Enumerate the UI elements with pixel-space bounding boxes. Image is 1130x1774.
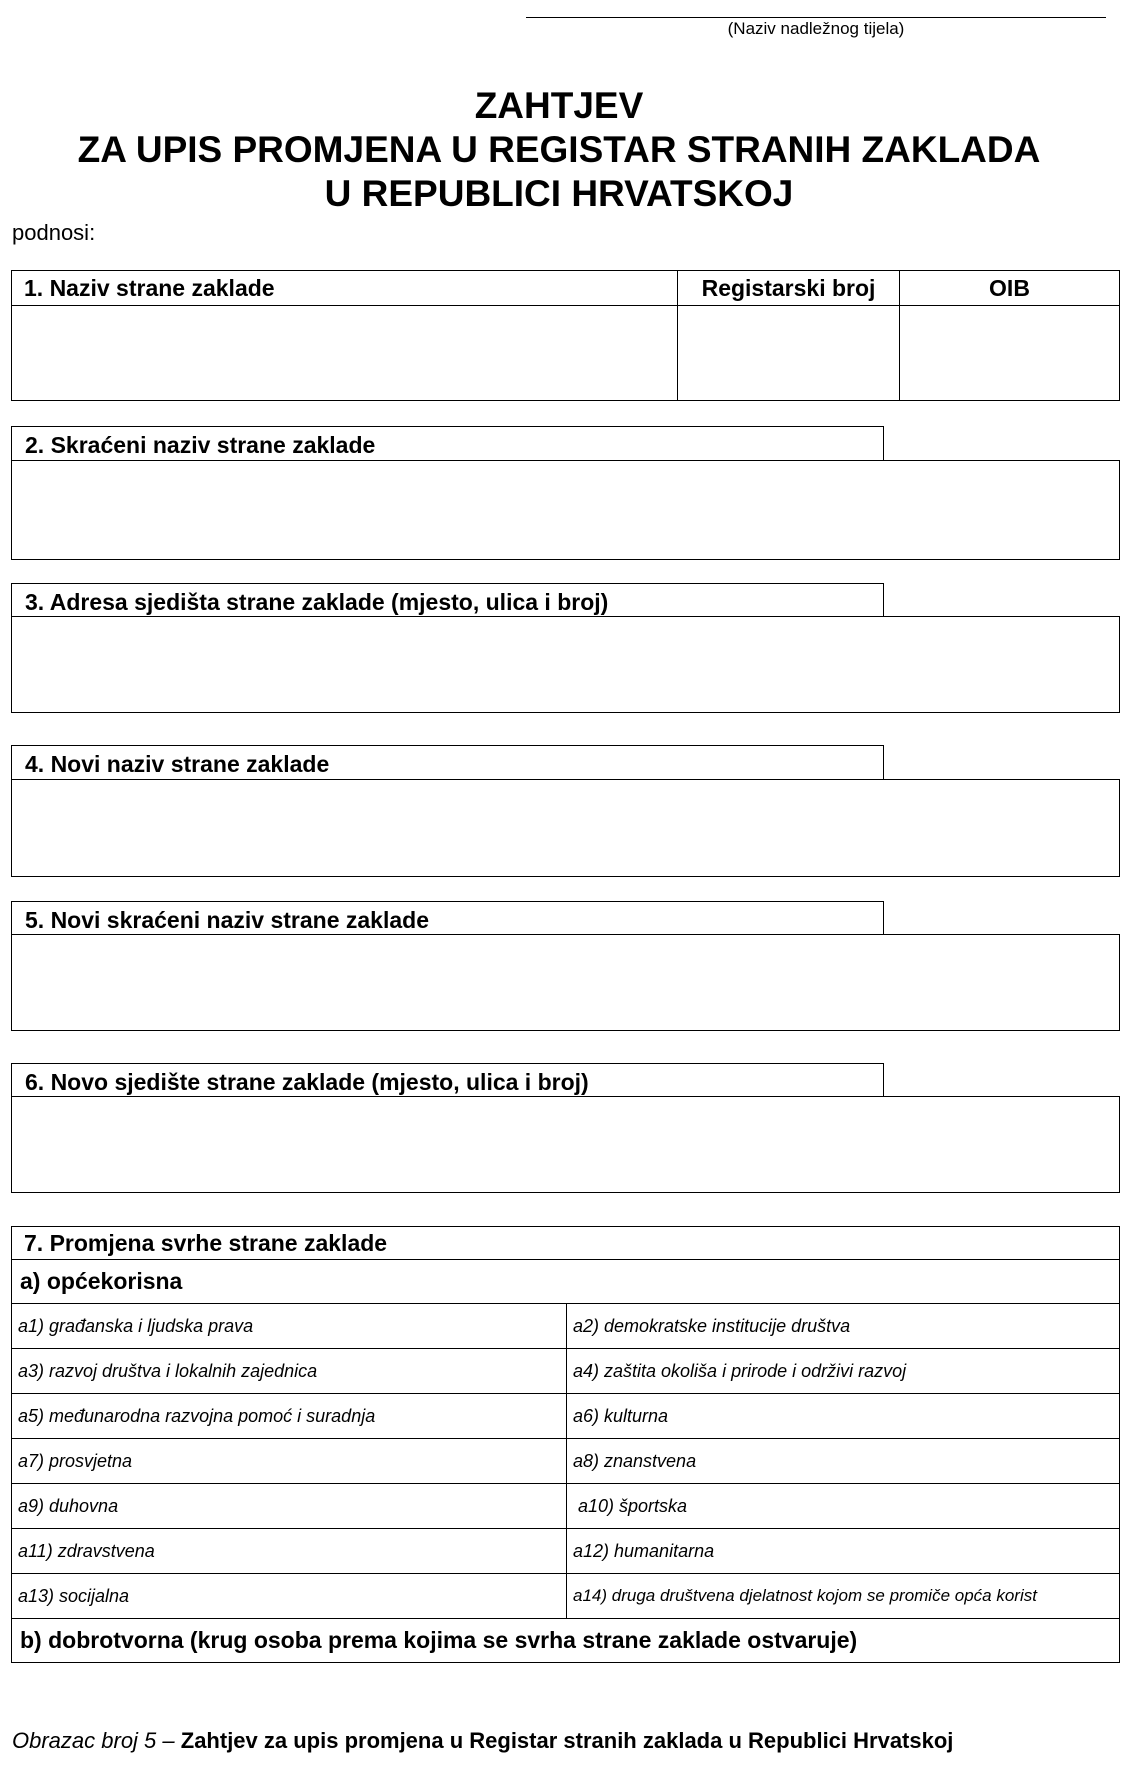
purpose-option-a9[interactable]: a9) duhovna xyxy=(12,1484,567,1529)
foundation-name-field[interactable] xyxy=(12,306,678,401)
authority-name-line[interactable] xyxy=(526,17,1106,18)
form-footer xyxy=(12,1728,953,1754)
section-1-table xyxy=(11,270,1120,401)
purpose-option-a4[interactable]: a4) zaštita okoliša i prirode i održivi razvoj xyxy=(567,1349,1120,1394)
purpose-option-a5[interactable]: a5) međunarodna razvojna pomoć i suradnja xyxy=(12,1394,567,1439)
new-short-name-field[interactable] xyxy=(11,934,1120,1031)
oib-header: OIB xyxy=(900,271,1120,306)
title-line-1: ZAHTJEV xyxy=(474,85,644,126)
new-name-label: 4. Novi naziv strane zaklade xyxy=(11,745,884,779)
purpose-option-a13[interactable]: a13) socijalna xyxy=(12,1574,567,1619)
purpose-option-a10[interactable]: a10) športska xyxy=(567,1484,1120,1529)
purpose-option-a3[interactable]: a3) razvoj društva i lokalnih zajednica xyxy=(12,1349,567,1394)
submitter-label: podnosi: xyxy=(12,220,96,245)
new-short-name-label: 5. Novi skraćeni naziv strane zaklade xyxy=(11,901,884,935)
title-line-2: ZA UPIS PROMJENA U REGISTAR STRANIH ZAKLADA xyxy=(77,129,1041,170)
purpose-header: 7. Promjena svrhe strane zaklade xyxy=(12,1227,1120,1260)
new-seat-label: 6. Novo sjedište strane zaklade (mjesto, ulica i broj) xyxy=(11,1063,884,1097)
new-seat-field[interactable] xyxy=(11,1096,1120,1193)
address-field[interactable] xyxy=(11,616,1120,713)
purpose-option-a14[interactable]: a14) druga društvena djelatnost kojom se promiče opća korist xyxy=(567,1574,1120,1619)
authority-caption: (Naziv nadležnog tijela) xyxy=(727,19,905,38)
address-label: 3. Adresa sjedišta strane zaklade (mjesto, ulica i broj) xyxy=(11,583,884,617)
purpose-option-a12[interactable]: a12) humanitarna xyxy=(567,1529,1120,1574)
purpose-option-a7[interactable]: a7) prosvjetna xyxy=(12,1439,567,1484)
form-title: Zahtjev za upis promjena u Registar stranih zaklada u Republici Hrvatskoj xyxy=(180,1728,954,1753)
registration-number-header: Registarski broj xyxy=(678,271,900,306)
purpose-option-a2[interactable]: a2) demokratske institucije društva xyxy=(567,1304,1120,1349)
general-benefit-label: a) općekorisna xyxy=(12,1260,1120,1304)
purpose-option-a6[interactable]: a6) kulturna xyxy=(567,1394,1120,1439)
short-name-label: 2. Skraćeni naziv strane zaklade xyxy=(11,426,884,460)
title-line-3: U REPUBLICI HRVATSKOJ xyxy=(324,173,794,214)
oib-field[interactable] xyxy=(900,306,1120,401)
purpose-option-a1[interactable]: a1) građanska i ljudska prava xyxy=(12,1304,567,1349)
short-name-field[interactable] xyxy=(11,460,1120,560)
purpose-table xyxy=(11,1226,1120,1663)
purpose-option-a11[interactable]: a11) zdravstvena xyxy=(12,1529,567,1574)
charitable-label[interactable]: b) dobrotvorna (krug osoba prema kojima se svrha strane zaklade ostvaruje) xyxy=(12,1619,1120,1663)
new-name-field[interactable] xyxy=(11,779,1120,877)
registration-number-field[interactable] xyxy=(678,306,900,401)
foundation-name-header: 1. Naziv strane zaklade xyxy=(12,271,678,306)
form-number: Obrazac broj 5 – xyxy=(12,1728,181,1753)
purpose-option-a8[interactable]: a8) znanstvena xyxy=(567,1439,1120,1484)
